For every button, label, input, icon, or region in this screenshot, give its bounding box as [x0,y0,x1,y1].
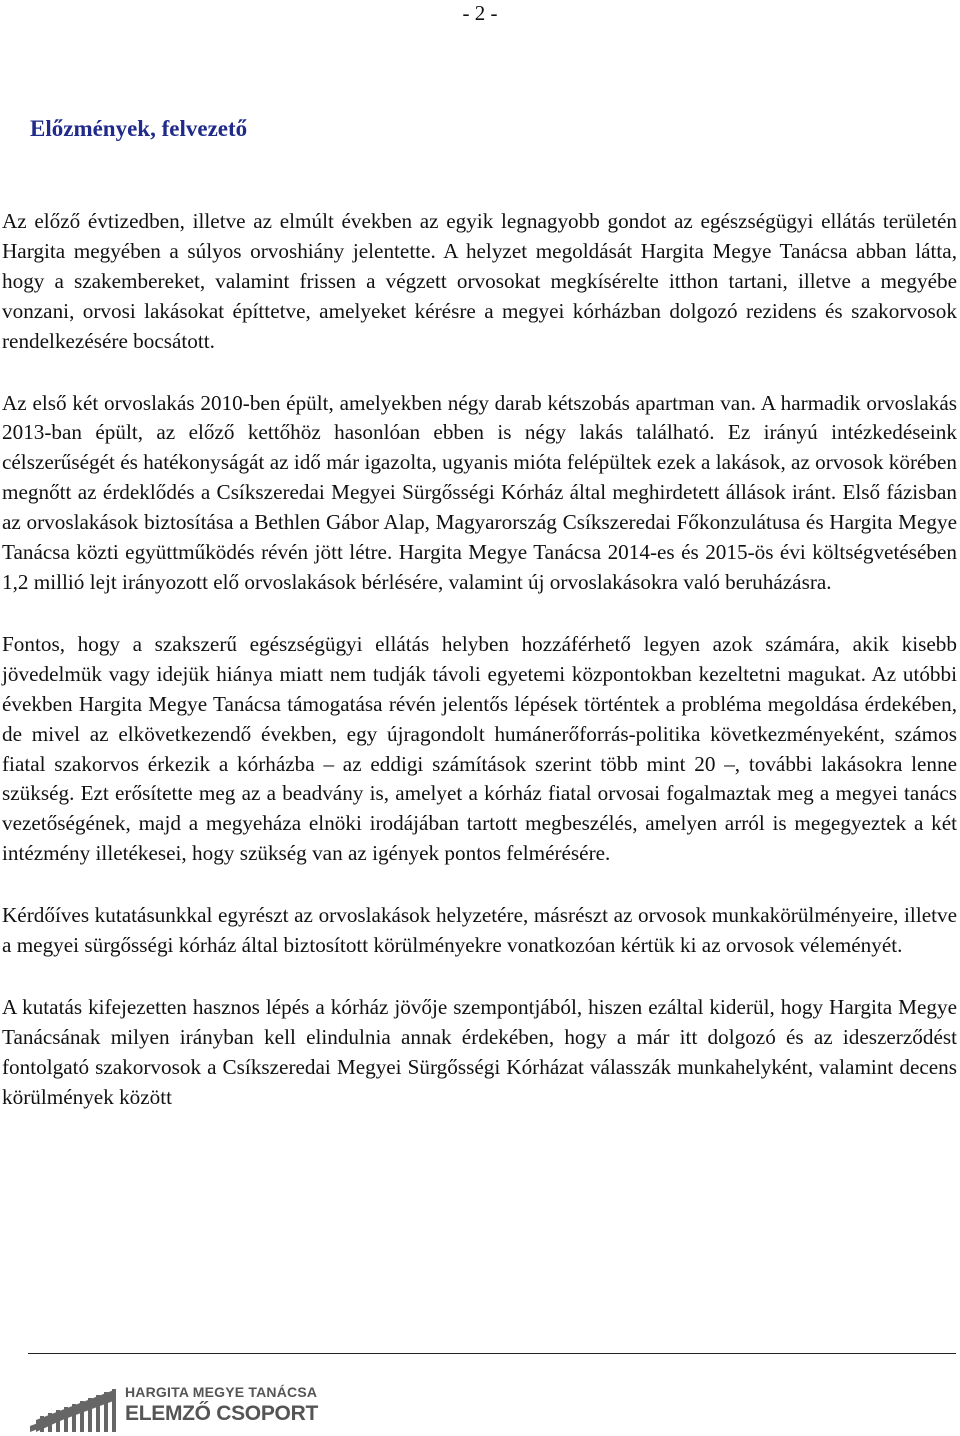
logo-text-org: HARGITA MEGYE TANÁCSA [125,1384,318,1400]
footer-divider [28,1353,956,1354]
section-heading: Előzmények, felvezető [30,116,248,141]
paragraph-2: Az első két orvoslakás 2010-ben épült, amelyekben négy darab kétszobás apartman van. A harmadik orvoslakás 2013-ban épült, az előző kettőhöz hasonlóan ebben is négy lakás található. Ez irányú intézkedéseink célszerűségét és hatékonyságát az idő már igazolta, ugyanis mióta felépültek ezek a lakások, az orvosok körében megnőtt az érdeklődés a Csíkszeredai Megyei Sürgősségi Kórház által meghirdetett állások iránt. Első fázisban az orvoslakások biztosítása a Bethlen Gábor Alap, Magyarország Csíkszeredai Főkonzulátusa és Hargita Megye Tanácsa közti együttműködés révén jött létre. Hargita Megye Tanácsa 2014-es és 2015-ös évi költségvetésében 1,2 millió lejt irányozott elő orvoslakások bérlésére, valamint új orvoslakásokra való beruházásra. [2,390,957,594]
paragraph-1: Az előző évtizedben, illetve az elmúlt években az egyik legnagyobb gondot az egészségügyi ellátás területén Hargita megyében a súlyos orvoshiány jelentette. A helyzet megoldását Hargita Megye Tanácsa abban látta, hogy a szakembereket, valamint frissen a végzett orvosokat megkísérelte itthon tartani, illetve a megyébe vonzani, orvosi lakásokat építtetve, amelyeket kérésre a megyei kórházban dolgozó rezidens és szakorvosok rendelkezésére bocsátott. [2,209,957,353]
logo-text-group: ELEMZŐ CSOPORT [125,1402,318,1425]
paragraph-5: A kutatás kifejezetten hasznos lépés a kórház jövője szempontjából, hiszen ezáltal kiderül, hogy Hargita Megye Tanácsának milyen irányban kell elindulnia annak érdekében, hogy a már itt dolgozó és az ideszerződést fontolgató szakorvosok a Csíkszeredai Megyei Sürgősségi Kórházat válasszák munkahelyként, valamint decens körülmények között [2,994,957,1109]
footer-logo [30,1374,318,1434]
page-number: - 2 - [462,1,498,25]
body-text [2,207,957,1145]
paragraph-3: Fontos, hogy a szakszerű egészségügyi ellátás helyben hozzáférhető legyen azok számára, akik kisebb jövedelmük vagy idejük hiánya miatt nem tudják távoli egyetemi központokban kezeltetni magukat. Az utóbbi években Hargita Megye Tanácsa támogatása révén jelentős lépések történtek a probléma megoldása érdekében, de mivel az elkövetkezendő években, egy újragondolt humánerőforrás-politika következményeként, számos fiatal szakorvos érkezik a kórházba – az eddigi számítások szerint több mint 20 –, további lakásokra lenne szükség. Ezt erősítette meg az a beadvány is, amelyet a kórház fiatal orvosai fogalmaztak meg a megyei tanács vezetőségének, majd a megyeháza elnöki irodájában tartott megbeszélés, amelyen arról is megegyeztek a két intézmény illetékesei, hogy szükség van az igények pontos felmérésére. [2,631,957,866]
building-columns-icon [30,1376,120,1432]
paragraph-4: Kérdőíves kutatásunkkal egyrészt az orvoslakások helyzetére, másrészt az orvosok munkakörülményeire, illetve a megyei sürgősségi kórház által biztosított körülményekre vonatkozóan kértük ki az orvosok véleményét. [2,903,957,958]
